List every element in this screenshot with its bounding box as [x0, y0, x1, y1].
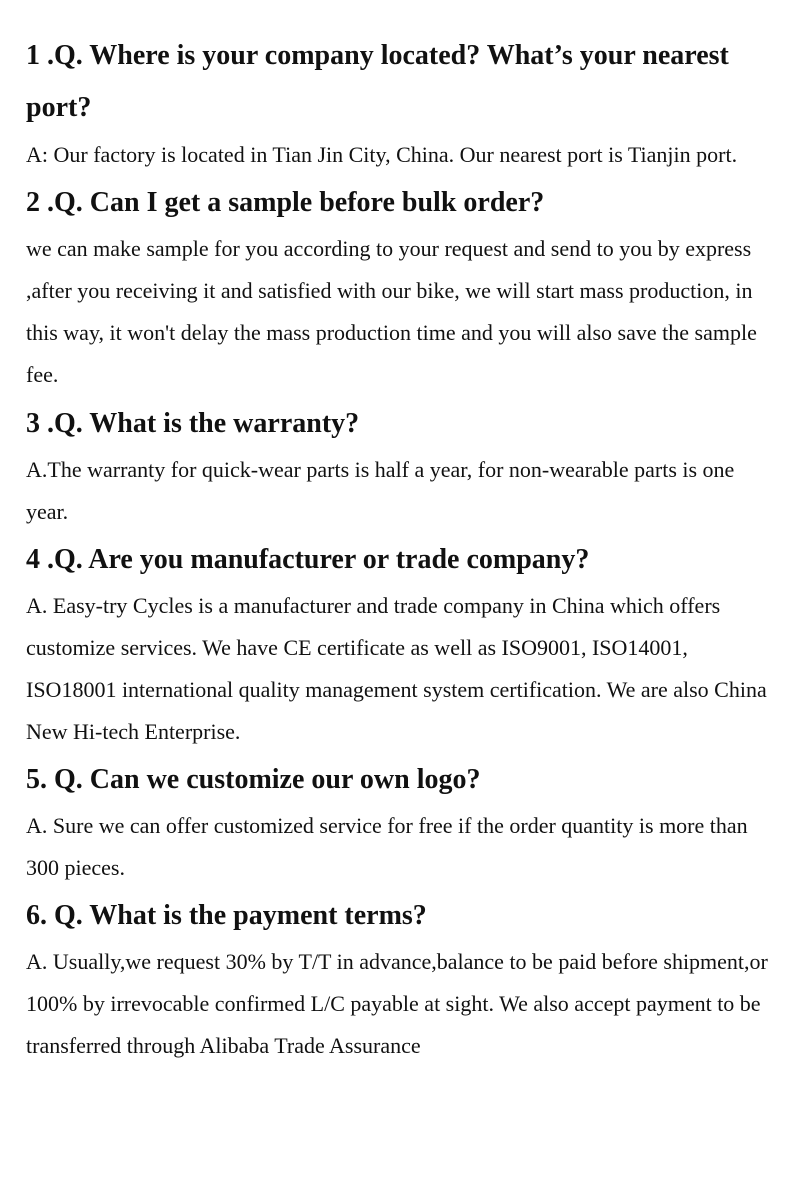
faq-question: 1 .Q. Where is your company located? What’s your nearest port? — [26, 40, 729, 123]
faq-answer: A. Sure we can offer customized service for free if the order quantity is more than 300 pieces. — [26, 813, 748, 880]
faq-item — [26, 399, 776, 533]
faq-item — [26, 178, 776, 396]
faq-answer: A.The warranty for quick-wear parts is half a year, for non-wearable parts is one year. — [26, 457, 735, 524]
faq-list — [26, 30, 776, 1071]
faq-question: 4 .Q. Are you manufacturer or trade company? — [26, 544, 590, 575]
faq-answer: A: Our factory is located in Tian Jin City, China. Our nearest port is Tianjin port. — [26, 142, 738, 167]
faq-item — [26, 755, 776, 889]
faq-question: 5. Q. Can we customize our own logo? — [26, 764, 481, 795]
faq-answer: A. Easy-try Cycles is a manufacturer and trade company in China which offers customize services. We have CE certificate as well as ISO9001, ISO14001, ISO18001 international quality management system certification. We are also China New Hi-tech Enterprise. — [26, 593, 767, 744]
faq-item — [26, 30, 776, 176]
faq-item — [26, 891, 776, 1067]
faq-answer: we can make sample for you according to your request and send to you by express ,after you receiving it and satisfied with our bike, we will start mass production, in this way, it won't delay the mass production time and you will also save the sample fee. — [26, 236, 757, 387]
faq-question: 6. Q. What is the payment terms? — [26, 900, 427, 931]
faq-answer: A. Usually,we request 30% by T/T in advance,balance to be paid before shipment,or 100% by irrevocable confirmed L/C payable at sight. We also accept payment to be transferred through Alibaba Trade Assurance — [26, 949, 768, 1058]
faq-question: 2 .Q. Can I get a sample before bulk order? — [26, 187, 545, 218]
faq-question: 3 .Q. What is the warranty? — [26, 408, 360, 439]
faq-item — [26, 535, 776, 753]
